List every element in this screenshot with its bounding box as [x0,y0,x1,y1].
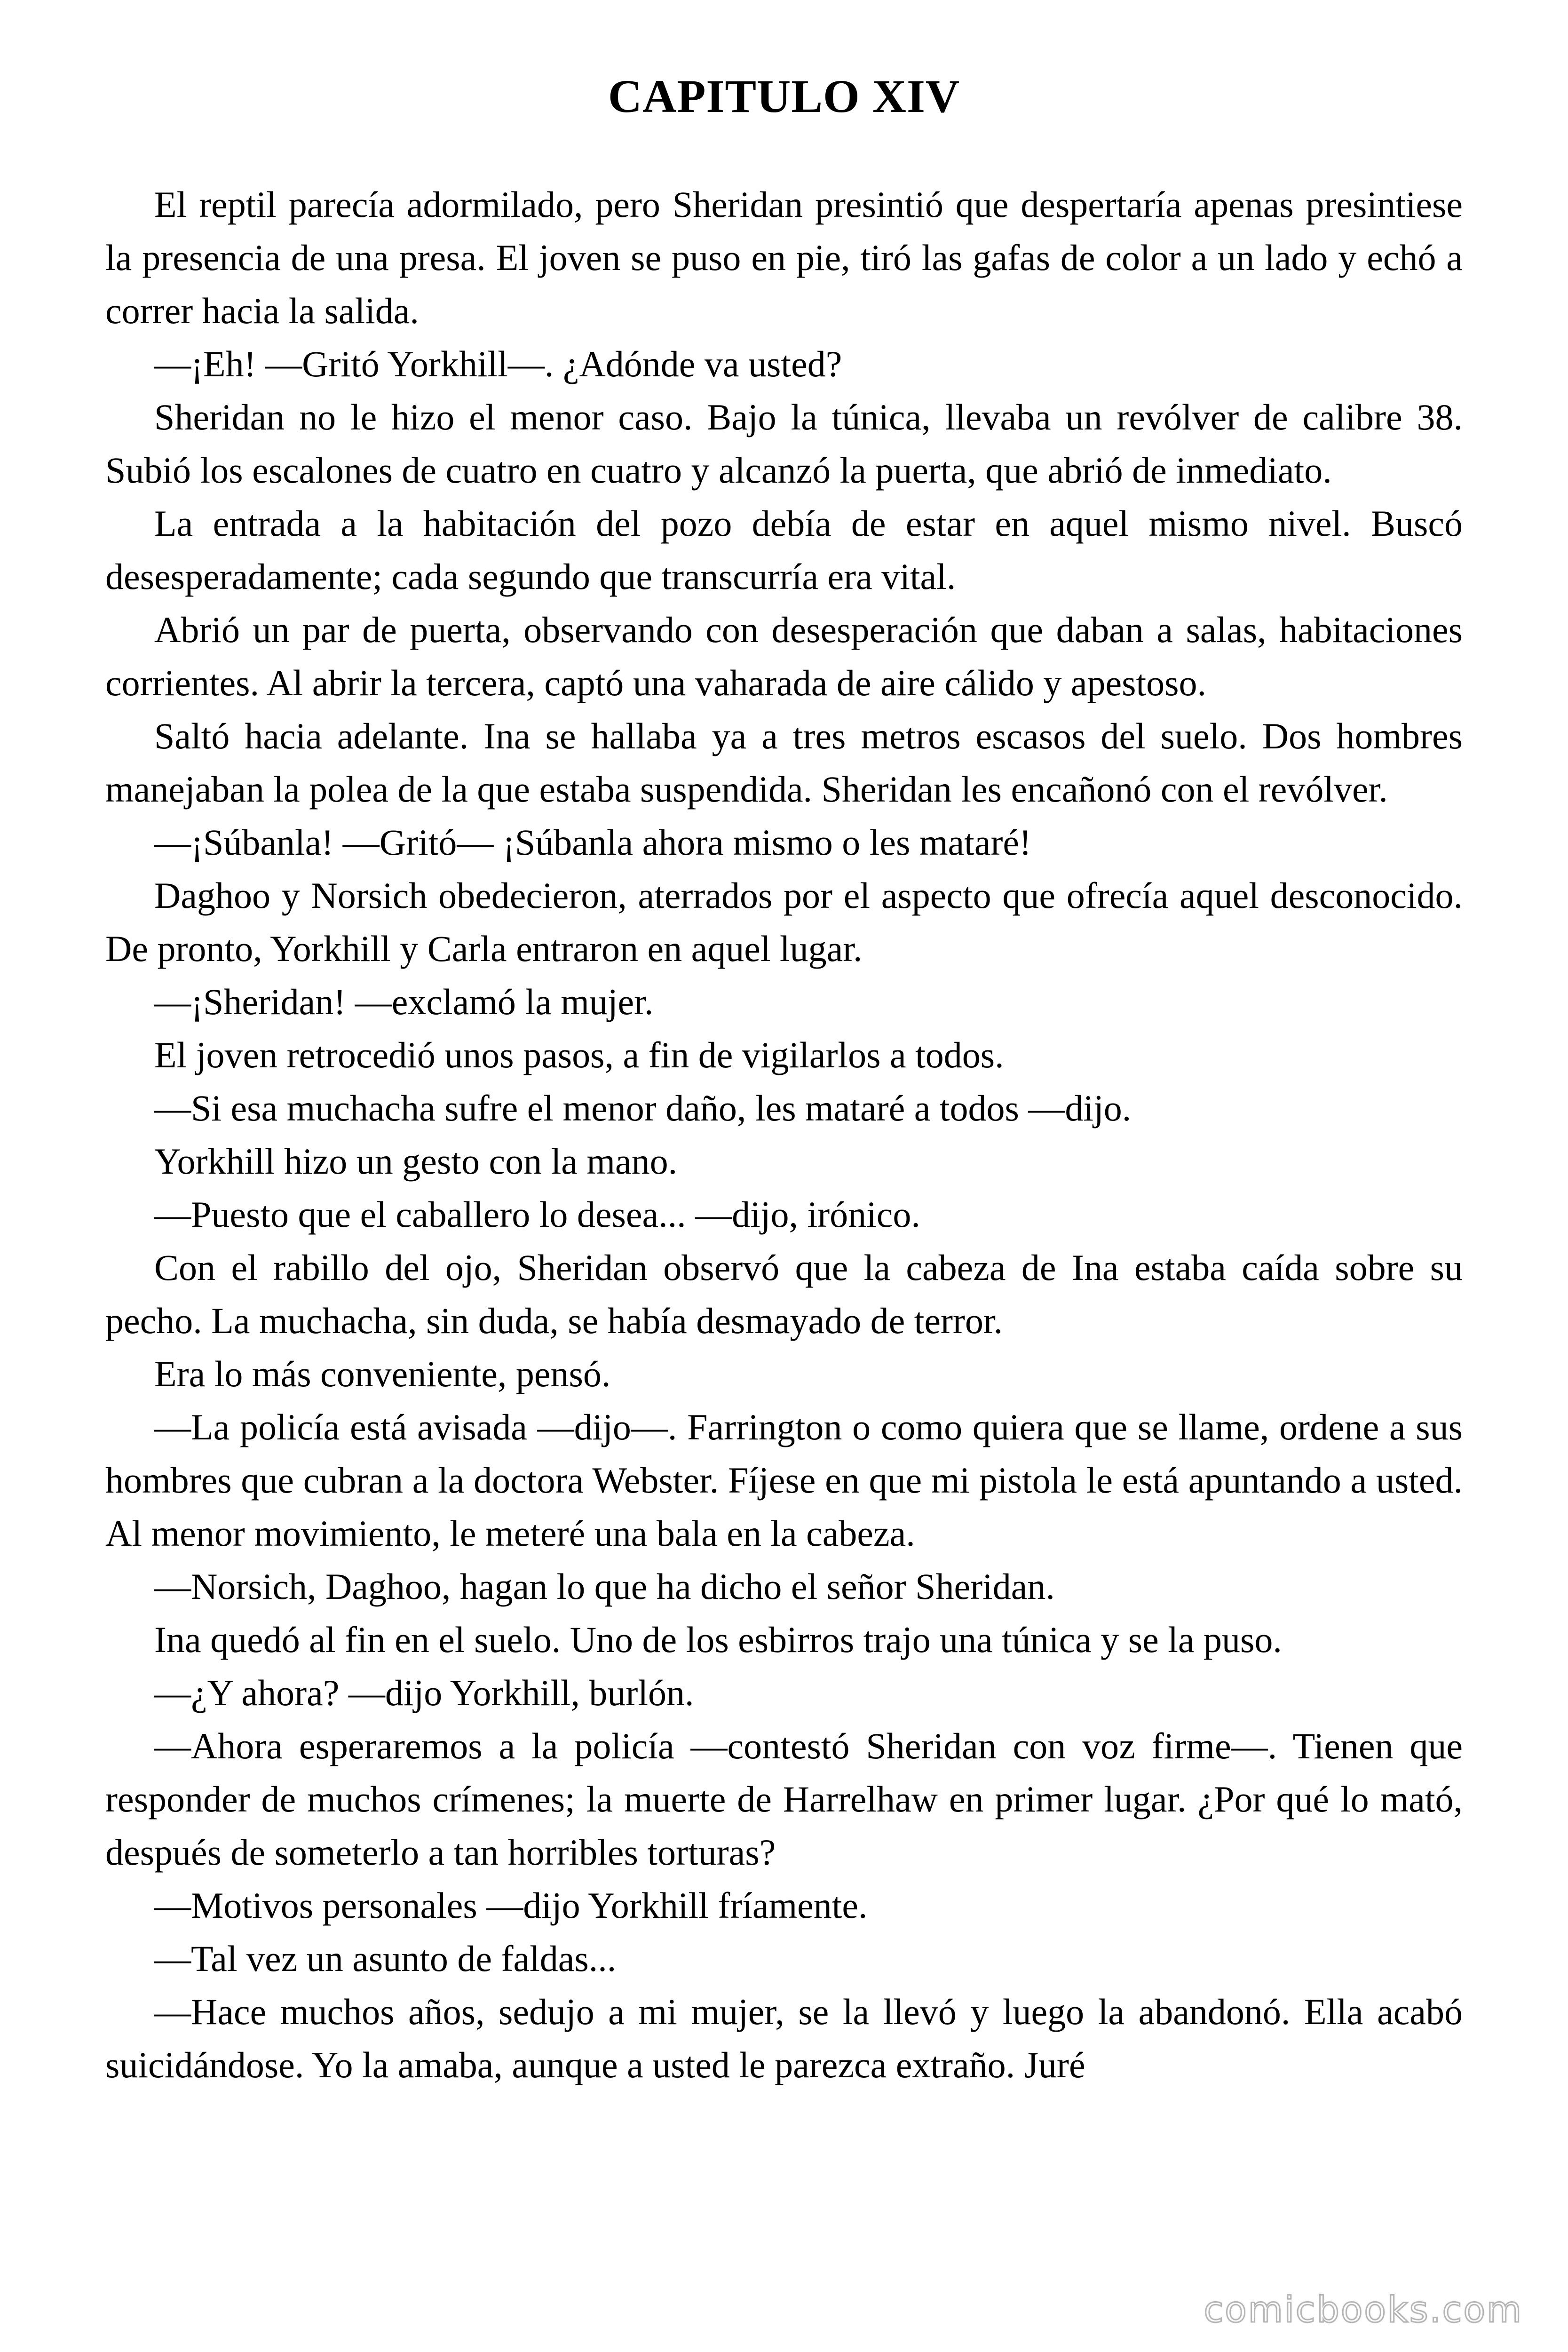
chapter-title: CAPITULO XIV [608,70,960,122]
paragraph: —Motivos personales —dijo Yorkhill fríamente. [154,1885,868,1926]
paragraph: La entrada a la habitación del pozo debía de estar en aquel mismo nivel. Buscó desesperadamente; cada segundo que transcurría era vital. [105,503,1463,597]
paragraph: —¿Y ahora? —dijo Yorkhill, burlón. [154,1672,694,1713]
paragraph: —Ahora esperaremos a la policía —contestó Sheridan con voz firme—. Tienen que responder de muchos crímenes; la muerte de Harrelhaw en primer lugar. ¿Por qué lo mató, después de someterlo a tan horribles torturas? [105,1725,1463,1873]
paragraph: —¡Sheridan! —exclamó la mujer. [154,981,654,1022]
paragraph: —Hace muchos años, sedujo a mi mujer, se la llevó y luego la abandonó. Ella acabó suicidándose. Yo la amaba, aunque a usted le parezca extraño. Juré [105,1991,1463,2085]
paragraph: —¡Eh! —Gritó Yorkhill—. ¿Adónde va usted? [154,343,842,384]
paragraph: Con el rabillo del ojo, Sheridan observó que la cabeza de Ina estaba caída sobre su pecho. La muchacha, sin duda, se había desmayado de terror. [105,1247,1463,1341]
paragraph: —La policía está avisada —dijo—. Farrington o como quiera que se llame, ordene a sus hombres que cubran a la doctora Webster. Fíjese en que mi pistola le está apuntando a usted. Al menor movimiento, le meteré una bala en la cabeza. [105,1406,1463,1554]
paragraph: —Tal vez un asunto de faldas... [154,1938,617,1979]
paragraph: Ina quedó al fin en el suelo. Uno de los esbirros trajo una túnica y se la puso. [154,1619,1282,1660]
paragraph: Sheridan no le hizo el menor caso. Bajo la túnica, llevaba un revólver de calibre 38. Subió los escalones de cuatro en cuatro y alcanzó la puerta, que abrió de inmediato. [105,397,1463,491]
watermark: comicbooks.com [1204,2288,1523,2330]
paragraph: Yorkhill hizo un gesto con la mano. [154,1141,678,1182]
paragraph: Abrió un par de puerta, observando con desesperación que daban a salas, habitaciones corrientes. Al abrir la tercera, captó una vaharada de aire cálido y apestoso. [105,609,1463,703]
paragraph: —Si esa muchacha sufre el menor daño, les mataré a todos —dijo. [154,1088,1132,1128]
chapter-body [105,178,1463,2091]
paragraph: Era lo más conveniente, pensó. [154,1353,611,1394]
paragraph: —Norsich, Daghoo, hagan lo que ha dicho el señor Sheridan. [154,1566,1055,1607]
paragraph: —Puesto que el caballero lo desea... —dijo, irónico. [154,1194,920,1235]
paragraph: Daghoo y Norsich obedecieron, aterrados por el aspecto que ofrecía aquel desconocido. De pronto, Yorkhill y Carla entraron en aquel lugar. [105,875,1463,969]
paragraph: Saltó hacia adelante. Ina se hallaba ya a tres metros escasos del suelo. Dos hombres manejaban la polea de la que estaba suspendida. Sheridan les encañonó con el revólver. [105,715,1463,810]
paragraph: El reptil parecía adormilado, pero Sheridan presintió que despertaría apenas presintiese la presencia de una presa. El joven se puso en pie, tiró las gafas de color a un lado y echó a correr hacia la salida. [105,184,1463,331]
paragraph: El joven retrocedió unos pasos, a fin de vigilarlos a todos. [154,1034,1004,1075]
paragraph: —¡Súbanla! —Gritó— ¡Súbanla ahora mismo o les mataré! [154,822,1032,863]
